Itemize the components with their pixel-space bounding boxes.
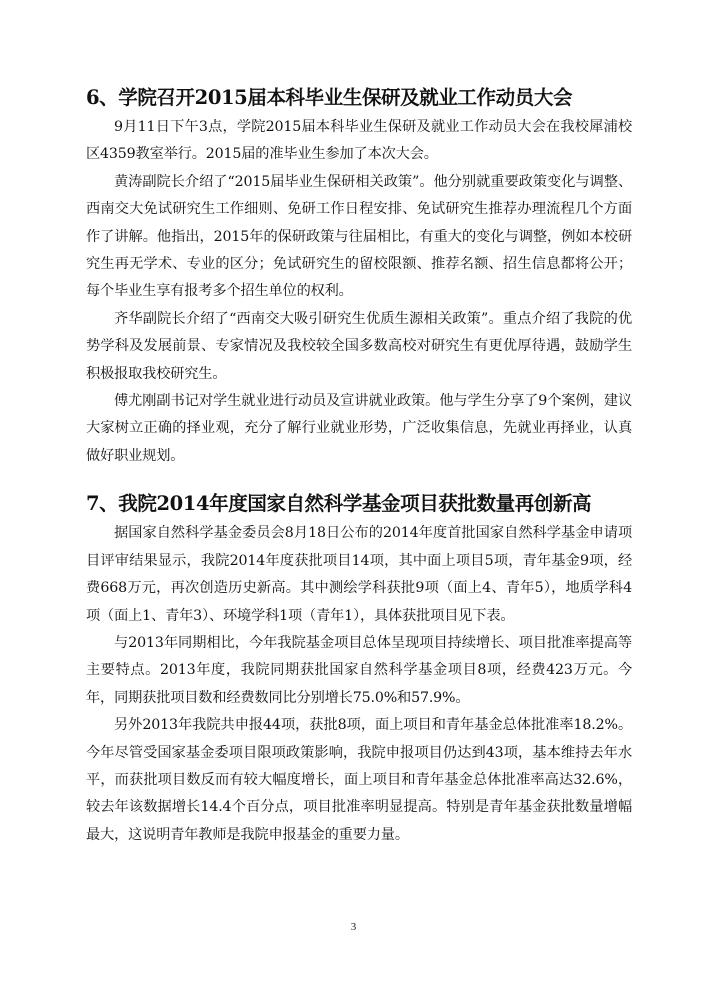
paragraph: 与2013年同期相比，今年我院基金项目总体呈现项目持续增长、项目批准率提高等主要特点。2013年度，我院同期获批国家自然科学基金项目8项，经费423万元。今年，同期获批项目数和经费数同比分别增长75.0%和57.9%。 <box>86 634 632 706</box>
page-number: 3 <box>350 921 357 933</box>
section-graduate-mobilization <box>86 84 632 470</box>
page-content <box>86 84 632 849</box>
paragraph: 据国家自然科学基金委员会8月18日公布的2014年度首批国家自然科学基金申请项目评审结果显示，我院2014年度获批项目14项，其中面上项目5项，青年基金9项，经费668万元，再次创造历史新高。其中测绘学科获批9项（面上4、青年5），地质学科4项（面上1、青年3）、环境学科1项（青年1），具体获批项目见下表。 <box>86 525 632 624</box>
paragraph: 齐华副院长介绍了“西南交大吸引研究生优质生源相关政策”。重点介绍了我院的优势学科及发展前景、专家情况及我校较全国多数高校对研究生有更优厚待遇，鼓励学生积极报取我校研究生。 <box>86 310 632 382</box>
paragraph: 9月11日下午3点，学院2015届本科毕业生保研及就业工作动员大会在我校犀浦校区4359教室举行。2015届的准毕业生参加了本次大会。 <box>86 119 632 163</box>
paragraph: 傅尤刚副书记对学生就业进行动员及宣讲就业政策。他与学生分享了9个案例，建议大家树立正确的择业观，充分了解行业就业形势，广泛收集信息，先就业再择业，认真做好职业规划。 <box>86 393 632 464</box>
section-nsfc-projects <box>86 490 632 849</box>
paragraph: 黄涛副院长介绍了“2015届毕业生保研相关政策”。他分别就重要政策变化与调整、西南交大免试研究生工作细则、免研工作日程安排、免试研究生推荐办理流程几个方面作了讲解。他指出，2015年的保研政策与往届相比，有重大的变化与调整，例如本校研究生再无学术、专业的区分；免试研究生的留校限额、推荐名额、招生信息都将公开；每个毕业生享有报考多个招生单位的权利。 <box>86 173 632 300</box>
section-heading: 6、学院召开2015届本科毕业生保研及就业工作动员大会 <box>86 86 573 109</box>
paragraph: 另外2013年我院共申报44项，获批8项，面上项目和青年基金总体批准率18.2%。今年尽管受国家基金委项目限项政策影响，我院申报项目仍达到43项，基本维持去年水平，而获批项目数反而有较大幅度增长，面上项目和青年基金总体批准率高达32.6%，较去年该数据增长14.4个百分点，项目批准率明显提高。特别是青年基金获批数量增幅最大，这说明青年教师是我院申报基金的重要力量。 <box>86 717 632 843</box>
section-heading: 7、我院2014年度国家自然科学基金项目获批数量再创新高 <box>86 492 592 516</box>
